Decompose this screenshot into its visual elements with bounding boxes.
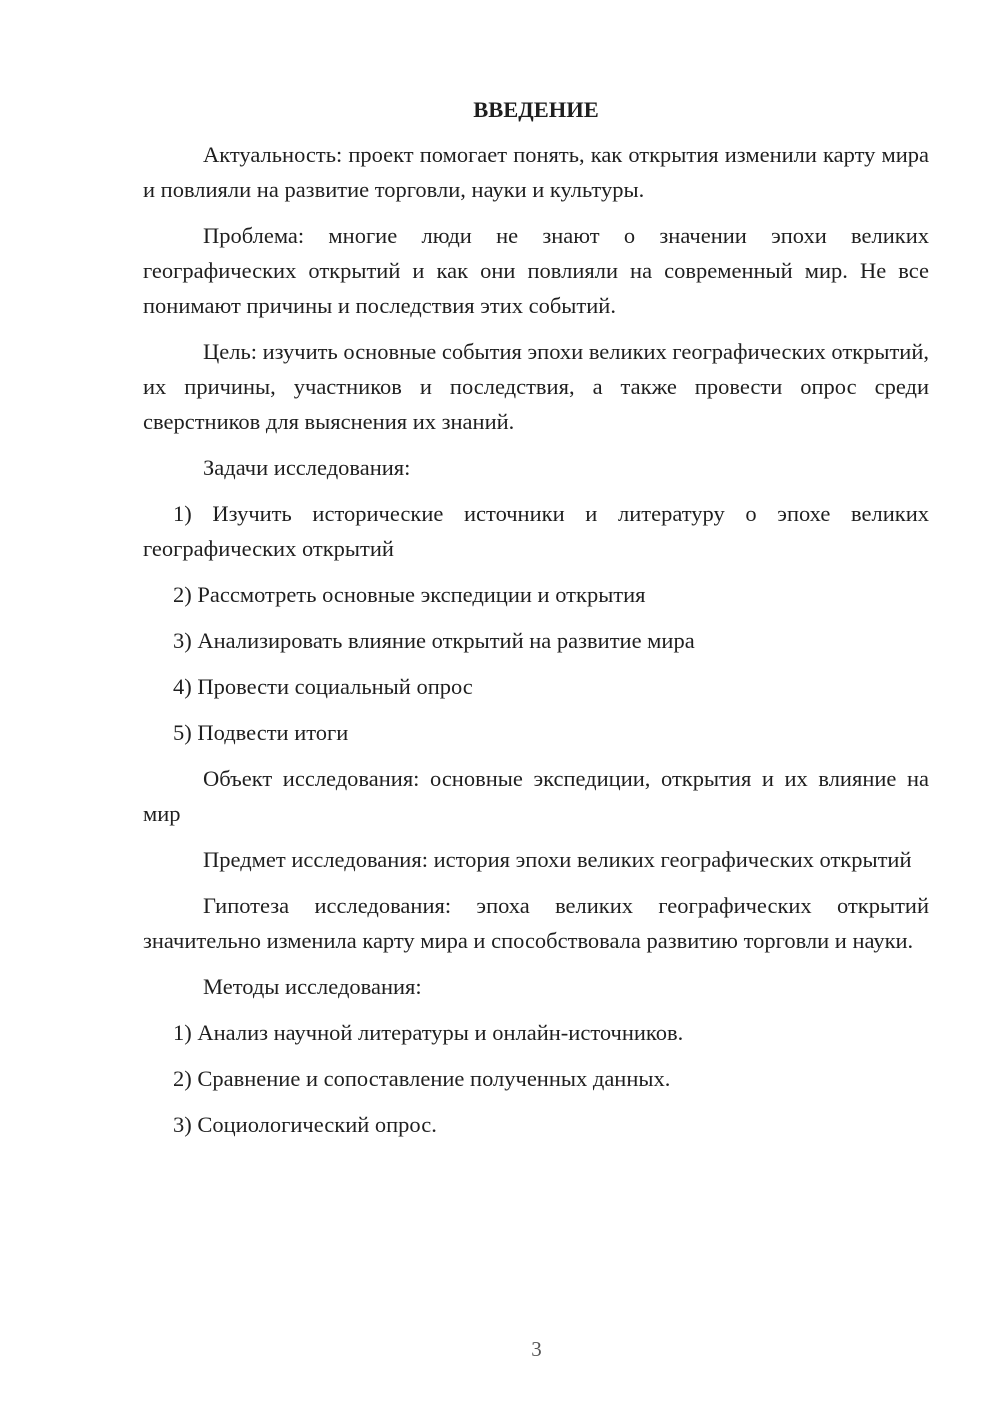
tasks-title: Задачи исследования:	[203, 455, 411, 480]
task-item-5: 5) Подвести итоги	[173, 720, 349, 745]
methods-title: Методы исследования:	[203, 974, 422, 999]
page-content	[143, 92, 929, 1153]
page-number: 3	[531, 1337, 542, 1361]
method-item-1: 1) Анализ научной литературы и онлайн-источников.	[173, 1020, 684, 1045]
task-item-2: 2) Рассмотреть основные экспедиции и открытия	[173, 582, 646, 607]
hypothesis-paragraph: Гипотеза исследования: эпоха великих географических открытий значительно изменила карту мира и способствовала развитию торговли и науки.	[143, 893, 929, 953]
relevance-paragraph: Актуальность: проект помогает понять, как открытия изменили карту мира и повлияли на развитие торговли, науки и культуры.	[143, 142, 929, 202]
task-item-1: 1) Изучить исторические источники и литературу о эпохе великих географических открытий	[143, 501, 929, 561]
method-item-3: 3) Социологический опрос.	[173, 1112, 437, 1137]
method-item-2: 2) Сравнение и сопоставление полученных данных.	[173, 1066, 671, 1091]
subject-paragraph: Предмет исследования: история эпохи великих географических открытий	[203, 847, 912, 872]
goal-paragraph: Цель: изучить основные события эпохи великих географических открытий, их причины, участников и последствия, а также провести опрос среди сверстников для выяснения их знаний.	[143, 339, 929, 434]
object-paragraph: Объект исследования: основные экспедиции, открытия и их влияние на мир	[143, 766, 929, 826]
task-item-4: 4) Провести социальный опрос	[173, 674, 473, 699]
problem-paragraph: Проблема: многие люди не знают о значении эпохи великих географических открытий и как они повлияли на современный мир. Не все понимают причины и последствия этих событий.	[143, 223, 929, 318]
section-heading: ВВЕДЕНИЕ	[473, 97, 599, 122]
task-item-3: 3) Анализировать влияние открытий на развитие мира	[173, 628, 695, 653]
